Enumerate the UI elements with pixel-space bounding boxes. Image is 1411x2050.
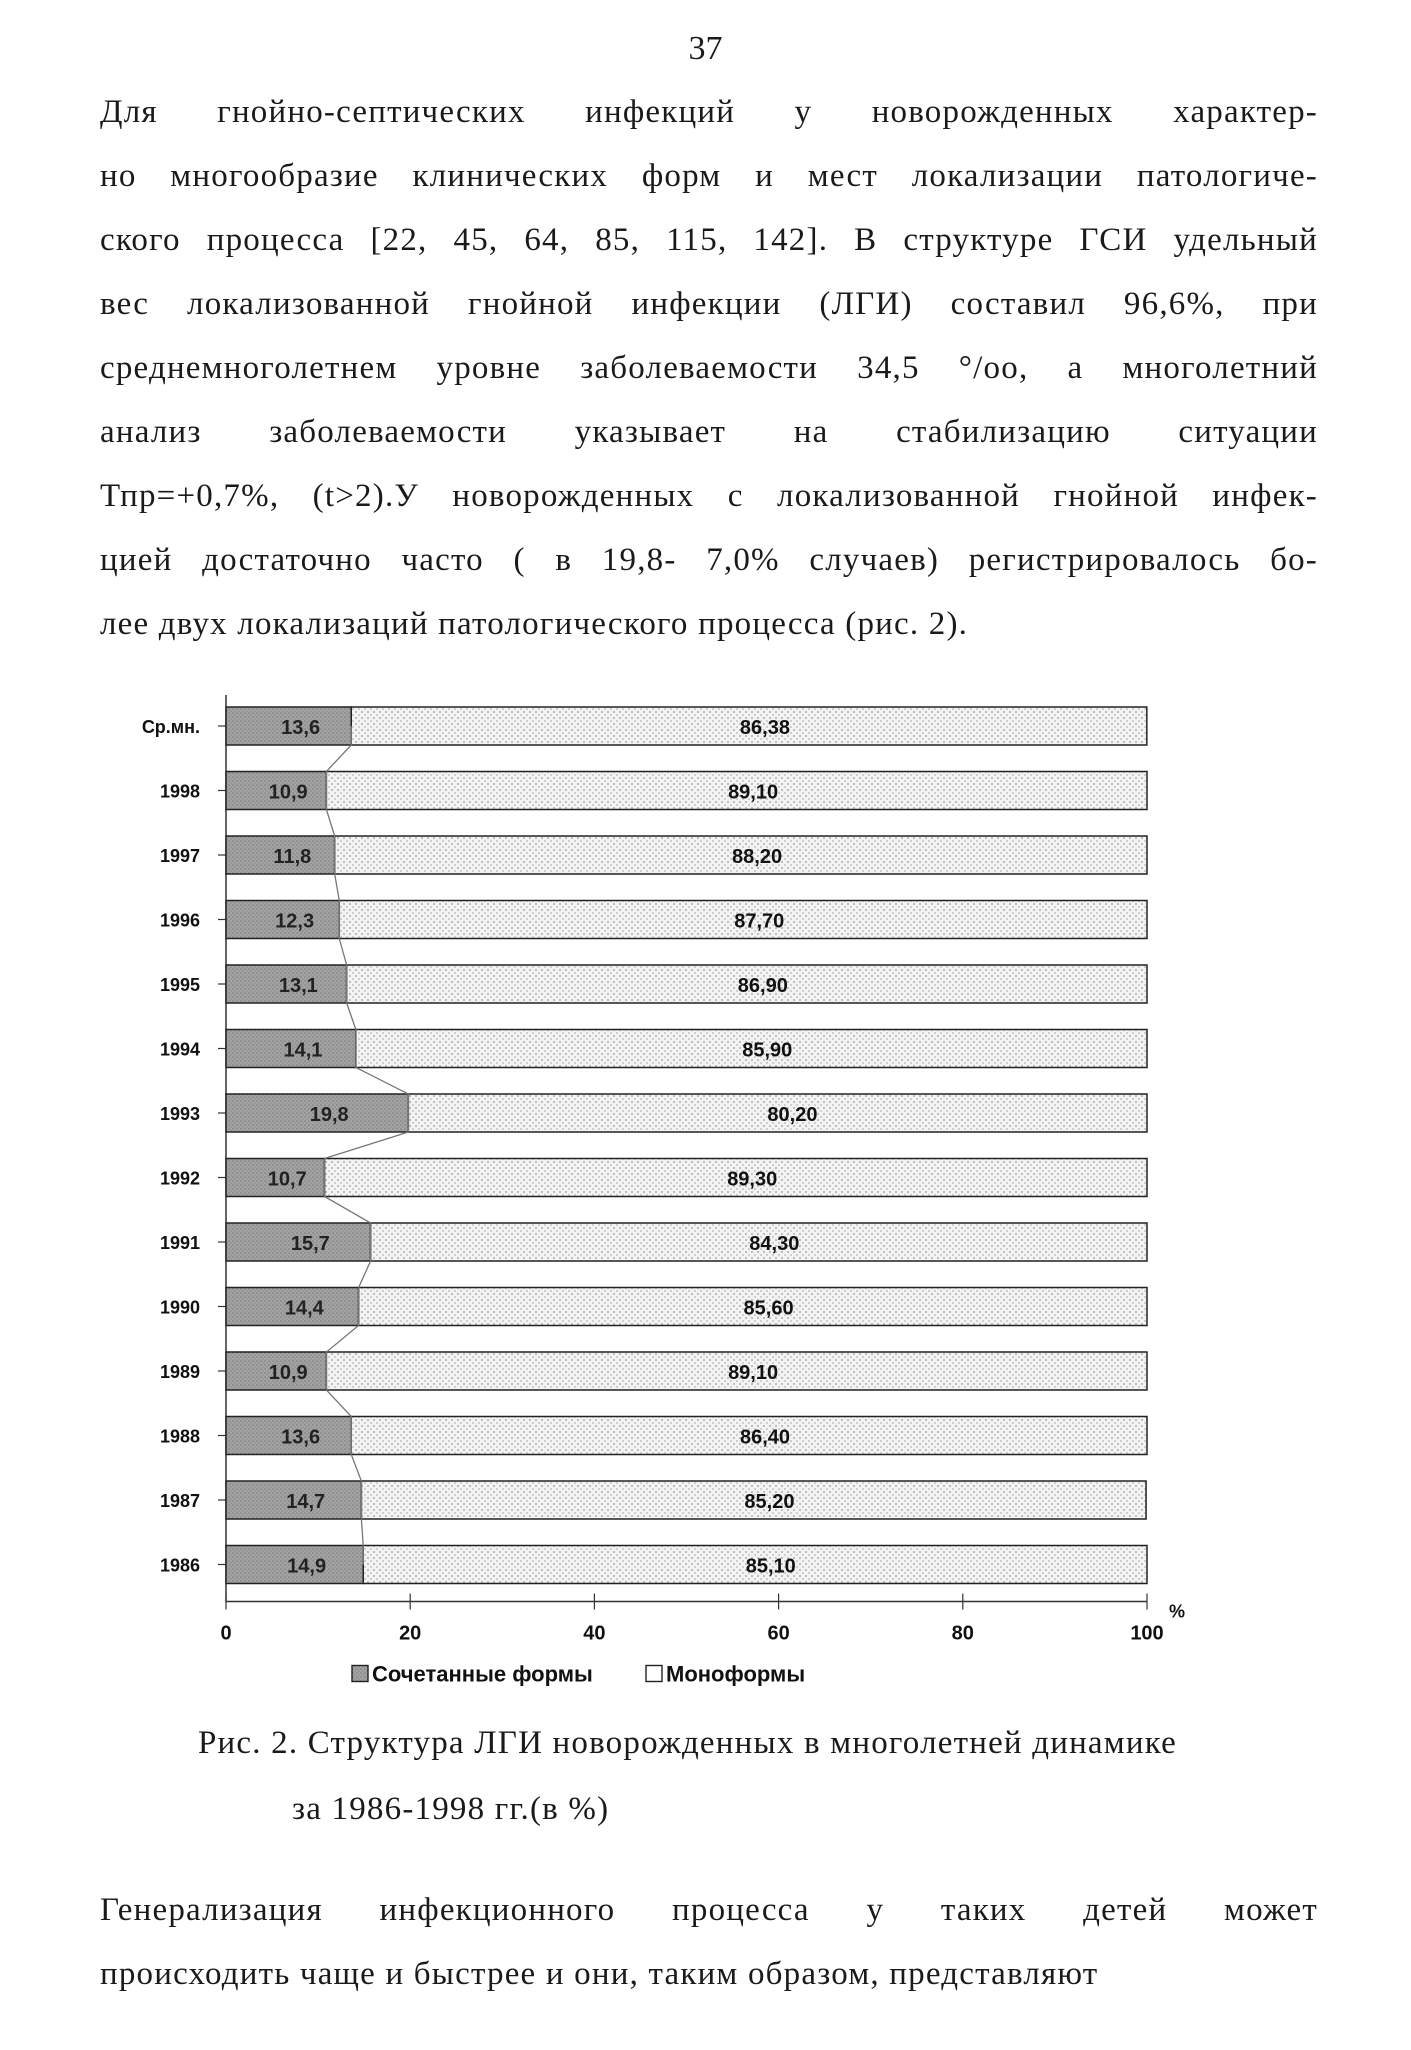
chart-legend: [352, 1662, 805, 1687]
text-line: среднемноголетнем уровне заболеваемости 34,5 °/оо, а многолетний: [100, 350, 1318, 386]
data-label-mono: 80,20: [767, 1104, 818, 1126]
data-label-combined: 19,8: [309, 1104, 349, 1126]
data-label-combined: 13,6: [281, 1426, 321, 1449]
data-label-combined: 10,9: [268, 1362, 308, 1384]
category-label: 1990: [159, 1297, 200, 1318]
figure-caption-line1: Рис. 2. Структура ЛГИ новорожденных в многолетней динамике: [198, 1725, 1177, 1761]
text-line: вес локализованной гнойной инфекции (ЛГИ) составил 96,6%, при: [100, 286, 1318, 322]
category-label: 1991: [159, 1233, 200, 1253]
paragraph-generalization: [100, 1878, 1318, 2006]
data-label-combined: 14,7: [286, 1491, 326, 1513]
category-label: 1989: [159, 1362, 200, 1382]
data-label-combined: 10,9: [268, 781, 308, 804]
category-label: Ср.мн.: [141, 717, 200, 737]
data-label-combined: 11,8: [273, 846, 312, 868]
x-tick-label: 100: [1130, 1622, 1164, 1645]
data-label-mono: 89,10: [728, 781, 779, 804]
text-line: но многообразие клинических форм и мест локализации патологиче-: [100, 158, 1318, 194]
category-label: 1995: [159, 975, 200, 995]
data-label-mono: 86,38: [739, 717, 790, 739]
data-label-combined: 15,7: [290, 1233, 330, 1255]
data-label-mono: 87,70: [734, 910, 785, 933]
x-tick-label: 40: [583, 1622, 606, 1645]
data-label-combined: 14,4: [284, 1297, 324, 1320]
data-label-mono: 85,10: [745, 1555, 796, 1578]
category-label: 1986: [159, 1555, 200, 1576]
x-unit-label: %: [1168, 1601, 1186, 1622]
data-label-combined: 13,1: [278, 975, 318, 997]
data-label-mono: 89,30: [727, 1168, 778, 1191]
data-label-mono: 88,20: [732, 846, 783, 868]
data-label-combined: 14,1: [283, 1039, 323, 1062]
legend-label-mono: Моноформы: [666, 1661, 806, 1687]
category-label: 1994: [159, 1039, 200, 1060]
paragraph-intro: [100, 80, 1318, 656]
text-line: ского процесса [22, 45, 64, 85, 115, 142]. В структуре ГСИ удельный: [100, 222, 1318, 258]
text-line: Для гнойно-септических инфекций у новорожденных характер-: [100, 94, 1318, 130]
text-line: лее двух локализаций патологического процесса (рис. 2).: [100, 606, 969, 642]
chart-axes: [218, 695, 1147, 1610]
text-line: анализ заболеваемости указывает на стабилизацию ситуации: [100, 414, 1318, 450]
data-label-combined: 10,7: [267, 1168, 307, 1191]
data-label-mono: 89,10: [728, 1362, 779, 1384]
x-tick-label: 20: [399, 1622, 422, 1645]
data-label-mono: 85,60: [743, 1297, 794, 1320]
legend-label-combined: Сочетанные формы: [372, 1661, 593, 1687]
data-label-combined: 12,3: [275, 910, 315, 933]
category-label: 1993: [159, 1104, 200, 1124]
category-label: 1992: [159, 1168, 200, 1189]
data-label-mono: 86,40: [740, 1426, 791, 1449]
data-label-mono: 85,20: [744, 1491, 795, 1513]
legend-swatch-mono: [646, 1666, 662, 1682]
data-label-mono: 85,90: [742, 1039, 793, 1062]
category-label: 1987: [159, 1491, 200, 1511]
x-tick-label: 80: [951, 1622, 974, 1645]
category-label: 1988: [159, 1426, 200, 1447]
data-label-combined: 13,6: [281, 717, 321, 739]
structure-chart: [0, 680, 1411, 1720]
chart-bars: [226, 707, 1147, 1584]
text-line: цией достаточно часто ( в 19,8- 7,0% случаев) регистрировалось бо-: [100, 542, 1318, 578]
category-label: 1997: [159, 846, 200, 866]
text-line: Тпр=+0,7%, (t>2).У новорожденных с локализованной гнойной инфек-: [100, 478, 1318, 514]
page-number: 37: [688, 30, 723, 67]
category-label: 1996: [159, 910, 200, 931]
x-tick-label: 60: [767, 1622, 790, 1645]
data-label-mono: 84,30: [749, 1233, 800, 1255]
data-label-mono: 86,90: [737, 975, 788, 997]
text-line: Генерализация инфекционного процесса у таких детей может: [100, 1892, 1318, 1928]
x-tick-label: 0: [220, 1622, 232, 1645]
legend-swatch-combined: [352, 1666, 368, 1682]
text-line: происходить чаще и быстрее и они, таким образом, представляют: [100, 1956, 1099, 1992]
data-label-combined: 14,9: [287, 1555, 327, 1578]
figure-caption-line2: за 1986-1998 гг.(в %): [292, 1791, 610, 1827]
category-label: 1998: [159, 781, 200, 802]
